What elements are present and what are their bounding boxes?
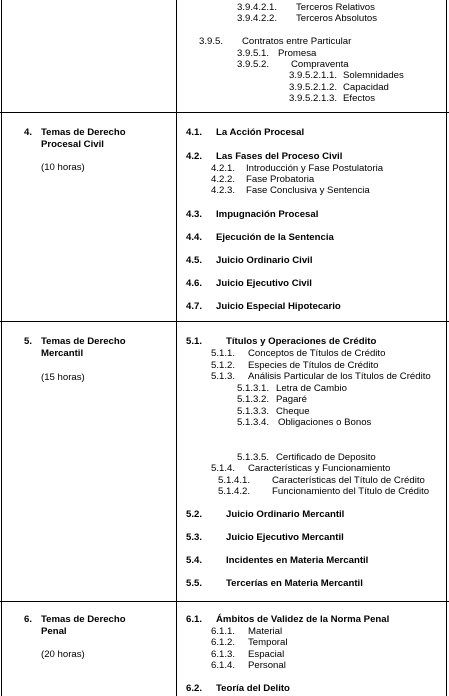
item-text: Juicio Ordinario Civil	[216, 255, 313, 266]
topic-hours: (20 horas)	[41, 649, 85, 660]
item-text: Títulos y Operaciones de Crédito	[226, 336, 377, 347]
topic-title: Procesal Civil	[41, 139, 104, 150]
item-number: 4.6.	[186, 278, 203, 289]
item-number: 6.1.4.	[211, 660, 236, 671]
item-text: Material	[248, 626, 283, 637]
item-text: Cheque	[276, 406, 310, 417]
item-number: 6.1.	[186, 614, 203, 625]
item-number: 4.2.1.	[211, 163, 236, 174]
item-number: 5.2.	[186, 509, 203, 520]
topic-number: 4.	[24, 127, 33, 138]
item-text: Temporal	[248, 637, 288, 648]
item-number: 6.1.1.	[211, 626, 236, 637]
item-text: Ejecución de la Sentencia	[216, 232, 334, 243]
item-number: 4.7.	[186, 301, 203, 312]
item-number: 3.9.5.2.1.2.	[289, 82, 338, 93]
item-text: Capacidad	[343, 82, 389, 93]
topic-title: Temas de Derecho	[41, 614, 126, 625]
table-border-left	[1, 0, 2, 696]
item-text: Promesa	[278, 48, 317, 59]
item-number: 4.4.	[186, 232, 203, 243]
item-number: 5.1.4.2.	[218, 486, 251, 497]
topic-hours: (15 horas)	[41, 372, 85, 383]
item-number: 5.1.3.5.	[237, 452, 270, 463]
item-text: Juicio Especial Hipotecario	[216, 301, 341, 312]
item-number: 4.1.	[186, 127, 203, 138]
item-number: 3.9.5.2.	[237, 59, 270, 70]
item-number: 3.9.4.2.2.	[237, 13, 278, 24]
item-text: Características y Funcionamiento	[248, 463, 391, 474]
item-number: 3.9.5.	[199, 36, 224, 47]
item-number: 3.9.5.2.1.1.	[289, 70, 338, 81]
item-number: 5.5.	[186, 578, 203, 589]
item-text: Compraventa	[291, 59, 349, 70]
row-divider	[0, 601, 449, 602]
item-text: Efectos	[343, 93, 375, 104]
item-text: Características del Título de Crédito	[272, 475, 425, 486]
item-number: 4.2.3.	[211, 185, 236, 196]
item-number: 4.3.	[186, 209, 203, 220]
item-number: 5.3.	[186, 532, 203, 543]
item-text: Espacial	[248, 649, 285, 660]
item-number: 5.1.3.4.	[237, 417, 270, 428]
item-text: Personal	[248, 660, 286, 671]
item-text: Juicio Ejecutivo Mercantil	[226, 532, 344, 543]
item-text: Certificado de Deposito	[276, 452, 376, 463]
item-text: Análisis Particular de los Títulos de Crédito	[248, 371, 431, 382]
item-number: 5.1.1.	[211, 348, 236, 359]
item-text: Obligaciones o Bonos	[278, 417, 372, 428]
item-text: Fase Probatoria	[246, 174, 315, 185]
item-number: 6.1.2.	[211, 637, 236, 648]
item-text: Tercerías en Materia Mercantil	[226, 578, 363, 589]
item-text: Conceptos de Títulos de Crédito	[248, 348, 386, 359]
item-text: Contratos entre Particular	[242, 36, 352, 47]
item-text: Teoría del Delito	[216, 683, 290, 694]
row-divider	[0, 112, 449, 113]
table-border-right	[446, 0, 447, 696]
item-text: Las Fases del Proceso Civil	[216, 151, 343, 162]
item-number: 5.1.4.	[211, 463, 236, 474]
topic-title: Penal	[41, 626, 67, 637]
item-text: Juicio Ejecutivo Civil	[216, 278, 312, 289]
topic-title: Temas de Derecho	[41, 127, 126, 138]
item-number: 5.1.	[186, 336, 203, 347]
item-number: 5.4.	[186, 555, 203, 566]
row-divider	[0, 321, 449, 322]
item-number: 5.1.4.1.	[218, 475, 251, 486]
item-text: Solemnidades	[343, 70, 404, 81]
topic-title: Temas de Derecho	[41, 336, 126, 347]
item-text: Impugnación Procesal	[216, 209, 319, 220]
item-text: Introducción y Fase Postulatoria	[246, 163, 384, 174]
item-text: Terceros Absolutos	[296, 13, 378, 24]
item-number: 4.2.2.	[211, 174, 236, 185]
topic-title: Mercantil	[41, 348, 84, 359]
item-number: 5.1.2.	[211, 360, 236, 371]
topic-number: 6.	[24, 614, 33, 625]
item-text: Letra de Cambio	[276, 383, 347, 394]
column-divider	[176, 0, 177, 696]
item-number: 5.1.3.1.	[237, 383, 270, 394]
topic-hours: (10 horas)	[41, 162, 85, 173]
item-number: 3.9.5.1.	[237, 48, 270, 59]
item-text: Fase Conclusiva y Sentencia	[246, 185, 370, 196]
item-text: Terceros Relativos	[296, 2, 375, 13]
item-number: 3.9.4.2.1.	[237, 2, 278, 13]
item-text: Juicio Ordinario Mercantil	[226, 509, 345, 520]
item-text: Pagaré	[276, 394, 307, 405]
item-number: 5.1.3.	[211, 371, 236, 382]
item-number: 5.1.3.2.	[237, 394, 270, 405]
item-text: Especies de Títulos de Crédito	[248, 360, 379, 371]
topic-number: 5.	[24, 336, 33, 347]
item-number: 6.1.3.	[211, 649, 236, 660]
item-number: 6.2.	[186, 683, 203, 694]
item-text: Ámbitos de Validez de la Norma Penal	[216, 614, 390, 625]
item-number: 5.1.3.3.	[237, 406, 270, 417]
item-text: Incidentes en Materia Mercantil	[226, 555, 369, 566]
item-number: 4.2.	[186, 151, 203, 162]
item-number: 4.5.	[186, 255, 203, 266]
item-text: Funcionamiento del Título de Crédito	[272, 486, 430, 497]
item-text: La Acción Procesal	[216, 127, 305, 138]
item-number: 3.9.5.2.1.3.	[289, 93, 338, 104]
